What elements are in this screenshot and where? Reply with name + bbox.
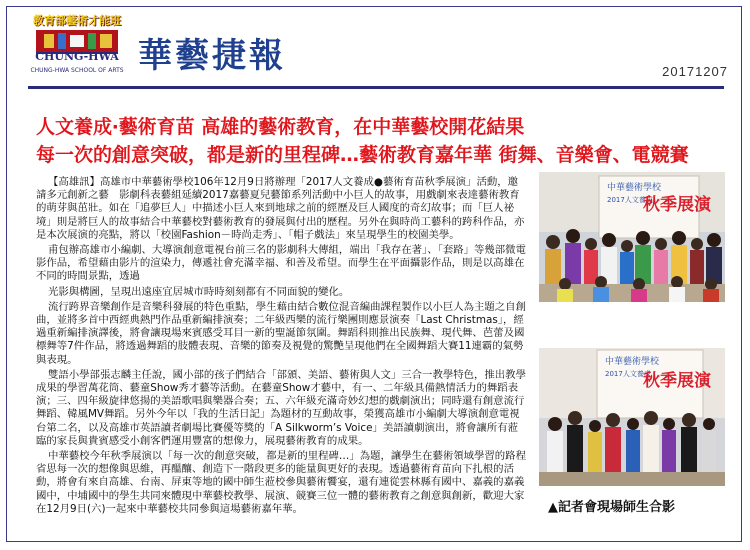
- banner-school: 中華藝術學校: [607, 183, 662, 193]
- logo-name-en: CHUNG-HWA: [35, 50, 119, 63]
- article-body: [36, 176, 526, 516]
- article-paragraph: 流行跨界音樂創作是音樂科發展的特色重點，學生藉由結合數位混音編曲課程製作以小巨人為主題之自創曲，並將多首中西經典熱門作品重新編排演奏；二年級西樂的流行樂團則應景演奏「Last Christmas」，經過重新編排演譯後，將會讓現場來賓感受耳目一新的聖誕節氛圍。舞蹈科則推出民族舞、現代舞、芭蕾及國標舞等7件作品，將透過舞蹈的肢體表現、音樂的節奏及視覺的驚艷呈現他們在全國舞蹈大賽11連霸的氣勢與表現。: [36, 300, 526, 366]
- banner-sub: 2017人文養成: [607, 196, 653, 204]
- banner-title: 秋季展演: [643, 371, 711, 391]
- article-paragraph: 雙語小學部張志麟主任說，國小部的孩子們結合「部頒、美語、藝術與人文」三合一教學特色，推出教學成果的學習萬花筒、藝童Show秀才藝等活動。在藝童Show才藝中，有一、二年級具備熱情活力的舞蹈表演；三、四年級旋律悠揚的美語歌唱與樂器合奏；五、六年級充滿奇妙幻想的戲劇演出；同時還有創意流行舞蹈、韓風MV舞蹈。另外今年以「我的生活日記」為題材的互動故事，榮獲高雄市小編劇大導演創意電視台第二名，以及高雄市英語讀者劇場比賽優等獎的「A Silkworm’s Voice」美語讀劇演出，將會讓所有蒞臨的家長與貴賓感受小創客們運用豐富的想像力，展現藝術教育的成果。: [36, 368, 526, 447]
- masthead-divider: [28, 86, 724, 89]
- masthead-title: 華藝捷報: [138, 36, 286, 76]
- logo-subtitle: CHUNG-HWA SCHOOL OF ARTS: [30, 67, 124, 74]
- article-paragraph: 光影與構圖，呈現出遠座宜居城市時時刻刻都有不同面貌的變化。: [48, 285, 350, 298]
- press-photo-2-image: [539, 348, 725, 486]
- logo-emblem-icon: [34, 28, 120, 70]
- banner-sub: 2017人文養成: [605, 370, 651, 378]
- press-photo-1-image: [539, 172, 725, 302]
- article-paragraph: 【高雄訊】高雄市中華藝術學校106年12月9日將辦理「2017人文養成●藝術育苗秋季展演」活動，邀請多元創新之藝 影劇科表藝組延續2017嘉藝夏兒藝節系列活動中小巨人的故事，用戲劇來表達藝術教育的萌芽與茁壯。如在「追夢巨人」中描述小巨人來到地球之前的經歷及巨人國度的奇幻故事；而「巨人祕境」則是將巨人的故事結合中華藝校對藝術教育的發展與付出的歷程。另外在與時尚工藝科的跨科作品，亦是本次展演的亮點，將以「校園Fashion－時尚走秀」、「帽子戲法」來呈現學生的校園美學。: [36, 176, 525, 241]
- press-photo-2: [539, 348, 725, 486]
- school-logo: [28, 12, 126, 84]
- headline-line-2: 每一次的創意突破，都是新的里程碑…藝術教育嘉年華 街舞、音樂會、電競賽: [36, 144, 689, 166]
- logo-title: 教育部藝術才能班: [33, 14, 121, 27]
- headline-line-1: 人文養成‧藝術育苗 高雄的藝術教育，在中華藝校開花結果: [36, 116, 525, 138]
- issue-date: 20171207: [662, 64, 728, 79]
- banner-title: 秋季展演: [643, 195, 711, 215]
- banner-school: 中華藝術學校: [605, 357, 660, 367]
- press-photo-1: [539, 172, 725, 302]
- photo-caption: ▲記者會現場師生合影: [548, 500, 675, 515]
- article-paragraph: 甫包辦高雄市小編劇、大導演創意電視台前三名的影劇科大傳組，端出「我存在著」、「套路」等幾部微電影作品，希望藉由影片的渲染力，傳遞社會充滿幸福、和善及希望。而學生在平面攝影作品，則是以高雄在不同的時間景點，透過: [36, 244, 526, 283]
- article-paragraph: 中華藝校今年秋季展演以「每一次的創意突破，都是新的里程碑…」為題，讓學生在藝術領域學習的路程省思每一次的想像與思維，再醞釀、創造下一階段更多的能量與更好的表現。透過藝術育苗向下扎根的活動，將會有來自高雄、台南、屏東等地的國中師生蒞校參與藝術饗宴，還有連從雲林縣有國中、嘉義的嘉義國中，中埔國中的學生共同來體現中華藝校教學、展演、競賽三位一體的藝術教育之創意與創新，歡迎大家在12月9日(六)一起來中華藝校共同參與這場藝術嘉年華。: [36, 450, 526, 515]
